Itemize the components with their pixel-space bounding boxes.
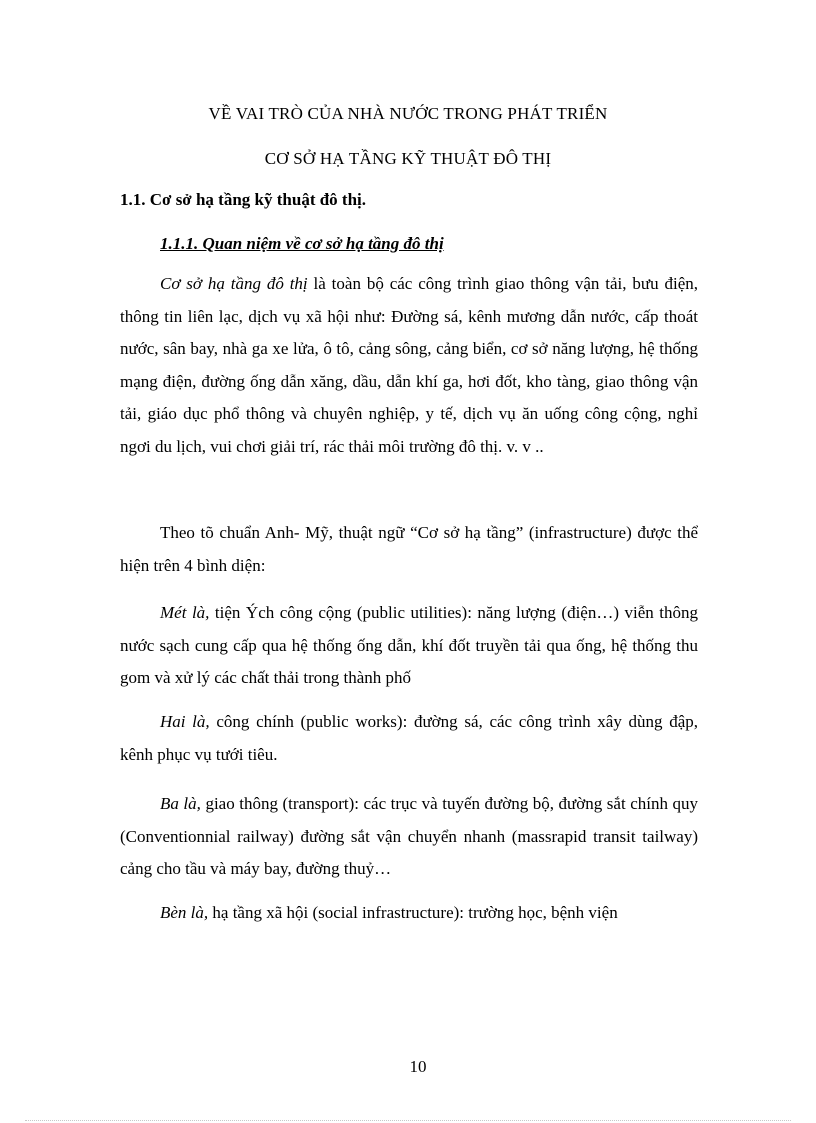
paragraph-point-2 <box>120 706 698 771</box>
page-bottom-divider <box>25 1120 791 1121</box>
page-number: 10 <box>409 1057 427 1076</box>
title-line-2: CƠ SỞ HẠ TẦNG KỸ THUẬT ĐÔ THỊ <box>264 149 552 168</box>
paragraph-text: là toàn bộ các công trình giao thông vận tải, bưu điện, thông tin liên lạc, dịch vụ xã hội như: Đường sá, kênh mương dẫn nước, cấp thoát nước, sân bay, nhà ga xe lửa, ô tô, cảng sông, cảng biển, cơ sở năng lượng, hệ thống mạng điện, đường ống dẫn xăng, dầu, dẫn khí ga, hơi đốt, kho tàng, giao thông vận tải, giáo dục phổ thông và chuyên nghiệp, y tế, dịch vụ ăn uống công cộng, nghỉ ngơi du lịch, vui chơi giải trí, rác thải môi trường đô thị. v. v .. <box>120 274 698 456</box>
paragraph-intro <box>120 517 698 582</box>
paragraph-text: tiện Ých công cộng (public utilities): năng lượng (điện…) viễn thông nước sạch cung cấp qua hệ thống ống dẫn, khí đốt truyền tải qua ống, hệ thống thu gom và xử lý các chất thải trong thành phố <box>120 603 699 688</box>
paragraph-lead: Bèn là, <box>160 903 209 922</box>
paragraph-text: giao thông (transport): các trục và tuyến đường bộ, đường sắt chính quy (Conventionnial railway) đường sắt vận chuyển nhanh (massrapid transit tailway) cảng cho tầu và máy bay, đường thuỷ… <box>120 794 698 879</box>
paragraph-point-3 <box>120 788 698 886</box>
paragraph-lead: Hai là, <box>160 712 210 731</box>
paragraph-lead: Ba là, <box>160 794 201 813</box>
section-heading: 1.1. Cơ sở hạ tầng kỹ thuật đô thị. <box>120 190 367 209</box>
paragraph-definition <box>120 268 698 464</box>
paragraph-point-1 <box>120 597 698 695</box>
paragraph-text: hạ tầng xã hội (social infrastructure): trường học, bệnh viện <box>208 903 618 922</box>
paragraph-text: Theo tõ chuẩn Anh- Mỹ, thuật ngữ “Cơ sở hạ tầng” (infrastructure) được thể hiện trên 4 bình diện: <box>120 523 698 575</box>
paragraph-point-4 <box>120 897 698 930</box>
paragraph-lead: Cơ sở hạ tầng đô thị <box>160 274 308 293</box>
paragraph-lead: Mét là, <box>160 603 210 622</box>
subsection-heading: 1.1.1. Quan niệm về cơ sở hạ tầng đô thị <box>160 234 444 253</box>
title-line-1: VỀ VAI TRÒ CỦA NHÀ NƯỚC TRONG PHÁT TRIỂN <box>208 104 608 123</box>
paragraph-text: công chính (public works): đường sá, các công trình xây dùng đập, kênh phục vụ tưới tiêu. <box>120 712 698 764</box>
